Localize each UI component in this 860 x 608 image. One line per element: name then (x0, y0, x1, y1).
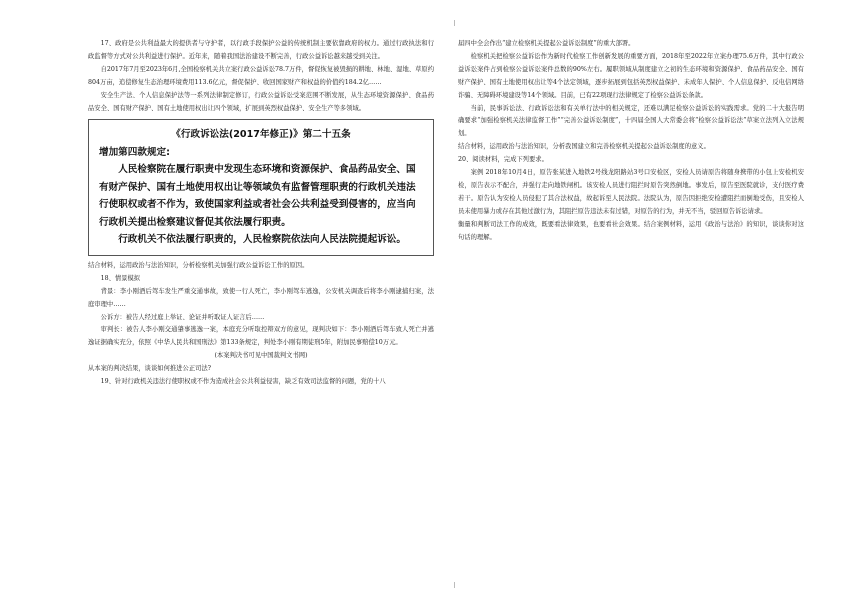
column-divider-mark (454, 582, 455, 588)
law-excerpt-box (88, 119, 434, 256)
law-excerpt-subtitle: 增加第四款规定: (99, 146, 170, 158)
q19-intro-continued: 届四中全会作出“建立检察机关提起公益诉讼制度”的重大部署。 (458, 40, 635, 47)
q17-question: 结合材料，运用政治与法治知识，分析检察机关加强行政公益诉讼工作的原因。 (88, 261, 309, 269)
law-excerpt-body-2: 行政机关不依法履行职责的，人民检察院依法向人民法院提起诉讼。 (118, 234, 406, 246)
q20-case: 案例 2018年10月4日，原告张某进入地铁2号线龙阳路站3号口安检区，安检人员请原告将随身携带的小包上安检机安检，原告表示不配合，并强行走向地铁闸机。该安检人员进行阻拦时原告突然倒地。事发后，原告至医院就诊，支付医疗费若干。原告认为安检人员侵犯了其合法权益，故起诉至人民法院。法院认为，原告因拒绝安检遭阻拦而倒地受伤，且安检人员未使用暴力或存在其他过激行为，其阻拦原告违法未有过错，对原告的行为，并无不当，驳回原告诉讼请求。 (458, 169, 804, 215)
q20-heading: 20、阅读材料，完成下列要求。 (458, 156, 548, 164)
q18-heading: 18、情景模拟 (100, 274, 141, 282)
q19-intro-start: 19、针对行政机关违法行使职权或不作为造成社会公共利益侵害，缺乏有效司法监督的问题，党的十八 (100, 378, 386, 386)
q18-verdict: 审判长：被告人李小刚交通肇事逃逸一案，本庭充分听取控辩双方的意见，现判决如下：李小刚酒后驾车致人死亡并逃逸证据确实充分，依照《中华人民共和国刑法》第133条规定，判处李小刚有期徒刑5年，附加民事赔偿10万元。 (88, 326, 434, 347)
column-divider-mark (454, 20, 455, 26)
q17-paragraph-3: 安全生产法、个人信息保护法等一系列法律制定修订，行政公益诉讼受案范围不断发展，从生态环境资源保护、食品药品安全、国有财产保护、国有土地使用权出让四个领域，扩展到英烈权益保护、安全生产等多领域。 (88, 91, 434, 112)
q18-source-note: (本案判决书可见中国裁判文书网) (214, 352, 308, 360)
right-column (458, 38, 804, 245)
q19-paragraph-3: 当前，民事诉讼法、行政诉讼法和有关单行法中的相关规定，还难以满足检察公益诉讼的实践需求。党的二十大报告明确要求“加强检察机关法律监督工作”“完善公益诉讼制度”，十四届全国人大常委会将“检察公益诉讼法”草案立法列入立法规划。 (458, 104, 804, 138)
q17-paragraph-1: 17、政府是公共利益最大的提供者与守护者，以行政手段保护公益的传统机制主要依靠政府的权力。通过行政执法和行政监督等方式对公共利益进行保护。近年来，随着我国法治建设不断完善，行政公益诉讼越来越受到关注。 (88, 40, 434, 60)
q19-question: 结合材料，运用政治与法治知识，分析我国建立和完善检察机关提起公益诉讼制度的意义。 (458, 143, 710, 151)
left-column (88, 38, 434, 389)
q18-question: 从本案的判决结果，谈谈如何推进公正司法? (88, 365, 212, 373)
law-excerpt-body-1: 人民检察院在履行职责中发现生态环境和资源保护、食品药品安全、国有财产保护、国有土地使用权出让等领域负有监督管理职责的行政机关违法行使职权或者不作为，致使国家利益或者社会公共利益受到侵害的，应当向行政机关提出检察建议督促其依法履行职责。 (99, 164, 416, 228)
q19-paragraph-2: 检察机关把检察公益诉讼作为新时代检察工作创新发展的重要方面，2018年至2022年立案办理75.6万件，其中行政公益诉讼案件占到检察公益诉讼案件总数的90%左右。履职领域从制度建立之初的生态环境和资源保护、食品药品安全、国有财产保护、国有土地使用权出让等4个法定领域，逐步拓展到包括英烈权益保护、未成年人保护、个人信息保护、反电信网络诈骗、无障碍环境建设等14个领域。目前，已有22项现行法律规定了检察公益诉讼条款。 (458, 52, 804, 99)
law-excerpt-title: 《行政诉讼法(2017年修正)》第二十五条 (171, 129, 351, 141)
q20-question: 衡量和判断司法工作的成效，既要看法律效果，也要看社会效果。结合案例材料，运用《政治与法治》的知识，谈谈你对这句话的理解。 (458, 220, 804, 241)
q17-paragraph-2: 自2017年7月至2023年6月,全国检察机关共立案行政公益诉讼78.7万件，督促恢复被毁损的耕地、林地、湿地、草原约804万亩，追偿修复生态治理环境费用113.6亿元，督促保护、收回国家财产和权益的价值约184.2亿…… (88, 65, 434, 86)
q18-background: 背景：李小刚酒后驾车发生严重交通事故，致使一行人死亡，李小刚驾车逃逸，公安机关调查后将李小刚逮捕归案，法庭审理中…… (88, 287, 434, 308)
q18-debate: 公诉方：被告人经过庭上举证、论证并听取证人证言后…… (100, 313, 265, 321)
